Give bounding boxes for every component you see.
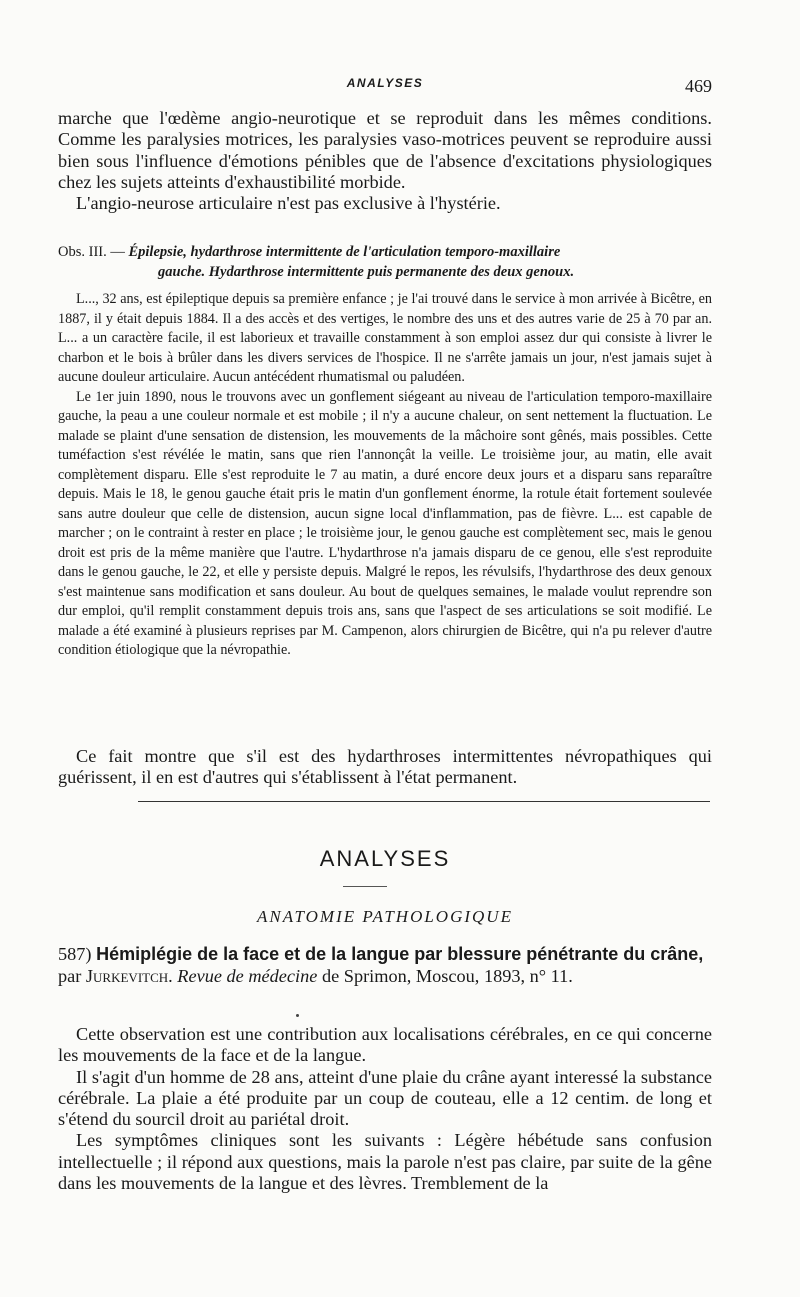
entry-heading <box>58 944 712 987</box>
entry-citation: de Sprimon, Moscou, 1893, n° 11. <box>321 965 573 986</box>
paragraph: Le 1er juin 1890, nous le trouvons avec un gonflement siégeant au niveau de l'articulation temporo-maxillaire gauche, la peau a une couleur normale et est mobile ; il n'y a aucune chaleur, on sent nettement la fluctuation. Le malade se plaint d'une sensation de distension, les mouvements de la mâchoire sont gênés, mais possibles. Cette tuméfaction s'est révélée le matin, sans que rien l'annonçât la veille. Le troisième jour, au matin, elle avait complètement disparu. Elle s'est reproduite le 7 au matin, a duré encore deux jours et a disparu sans reparaître depuis. Mais le 18, le genou gauche était pris le matin d'un gonflement énorme, la rotule était fortement soulevée sans autre douleur que celle de distension, aucun signe local d'inflammation, pas de fièvre. L... est capable de marcher ; on le contraint à rester en place ; le troisième jour, le genou gauche est complètement sec, mais le genou droit est pris de la même manière que l'autre. L'hydarthrose n'a jamais disparu de ce genou, elle s'est reproduite dans le genou gauche, le 22, et elle y persiste depuis. Malgré le repos, les révulsifs, l'hydarthrose des deux genoux s'est maintenue sans modification et sans douleur. Au bout de quelques semaines, le malade voulut reprendre son dur emploi, qu'il remplit constamment depuis trois ans, sans que l'aspect de ses articulations se soit modifié. Le malade a été examiné à plusieurs reprises par M. Campenon, alors chirurgien de Bicêtre, qui n'a pu relever d'autre condition étiologique que la névropathie. <box>58 388 712 658</box>
page-number: 469 <box>685 76 712 96</box>
paragraph: Les symptômes cliniques sont les suivants : Légère hébétude sans confusion intellectuelle ; il répond aux questions, mais la parole n'est pas claire, par suite de la gêne dans les mouvements de la langue et des lèvres. Tremblement de la <box>58 1130 712 1194</box>
paragraph: L..., 32 ans, est épileptique depuis sa première enfance ; je l'ai trouvé dans le service à mon arrivée à Bicêtre, en 1887, il y était depuis 1884. Il a des accès et des vertiges, le nombre des uns et des autres varie de 25 à 70 par an. L... a un caractère facile, il est laborieux et travaille constamment à son emploi assez dur qui consiste à livrer le charbon et le bois à brûler dans les divers services de l'hospice. Il ne s'arrête jamais un jour, n'est jamais sujet à aucune douleur articulaire. Aucun antécédent rhumatismal ou paludéen. <box>58 291 712 385</box>
observation-body <box>58 290 712 661</box>
paragraph: Ce fait montre que s'il est des hydarthroses intermittentes névropathiques qui guérissent, il en est d'autres qui s'établissent à l'état permanent. <box>58 746 712 788</box>
heading-rule <box>343 886 387 887</box>
entry-journal: Revue de médecine <box>177 965 318 986</box>
entry-by: par <box>58 965 82 986</box>
paragraph: marche que l'œdème angio-neurotique et se reproduit dans les mêmes conditions. Comme les paralysies motrices, les paralysies vaso-motrices peuvent se reproduire aussi bien sous l'influence d'émotions pénibles que de l'absence d'excitations physiologiques chez les sujets atteints d'exhaustibilité morbide. <box>58 108 712 192</box>
paragraph: L'angio-neurose articulaire n'est pas exclusive à l'hystérie. <box>76 193 501 214</box>
printing-speck <box>296 1014 299 1017</box>
running-title: ANALYSES <box>346 76 424 90</box>
entry-number: 587) <box>58 944 92 964</box>
entry-title: Hémiplégie de la face et de la langue par blessure pénétrante du crâne, <box>96 944 704 964</box>
section-heading: ANALYSES <box>319 846 451 871</box>
entry-body <box>58 1024 712 1194</box>
observation-heading <box>58 242 712 282</box>
continuation-text <box>58 108 712 214</box>
section-rule <box>138 801 710 802</box>
entry-author: Jurkevitch. <box>85 965 173 986</box>
subsection-heading: ANATOMIE PATHOLOGIQUE <box>257 907 513 926</box>
running-head <box>58 76 712 98</box>
observation-label: Obs. III. — <box>58 244 125 260</box>
paragraph: Cette observation est une contribution aux localisations cérébrales, en ce qui concerne les mouvements de la face et de la langue. <box>58 1024 712 1066</box>
observation-title-line1: Épilepsie, hydarthrose intermittente de l'articulation temporo-maxillaire <box>128 244 561 260</box>
paragraph: Il s'agit d'un homme de 28 ans, atteint d'une plaie du crâne ayant interessé la substance cérébrale. La plaie a été produite par un coup de couteau, elle a 12 centim. de long et s'étend du sourcil droit au pariétal droit. <box>58 1066 712 1130</box>
observation-title-line2: gauche. Hydarthrose intermittente puis permanente des deux genoux. <box>158 264 575 280</box>
observation-conclusion <box>58 746 712 789</box>
